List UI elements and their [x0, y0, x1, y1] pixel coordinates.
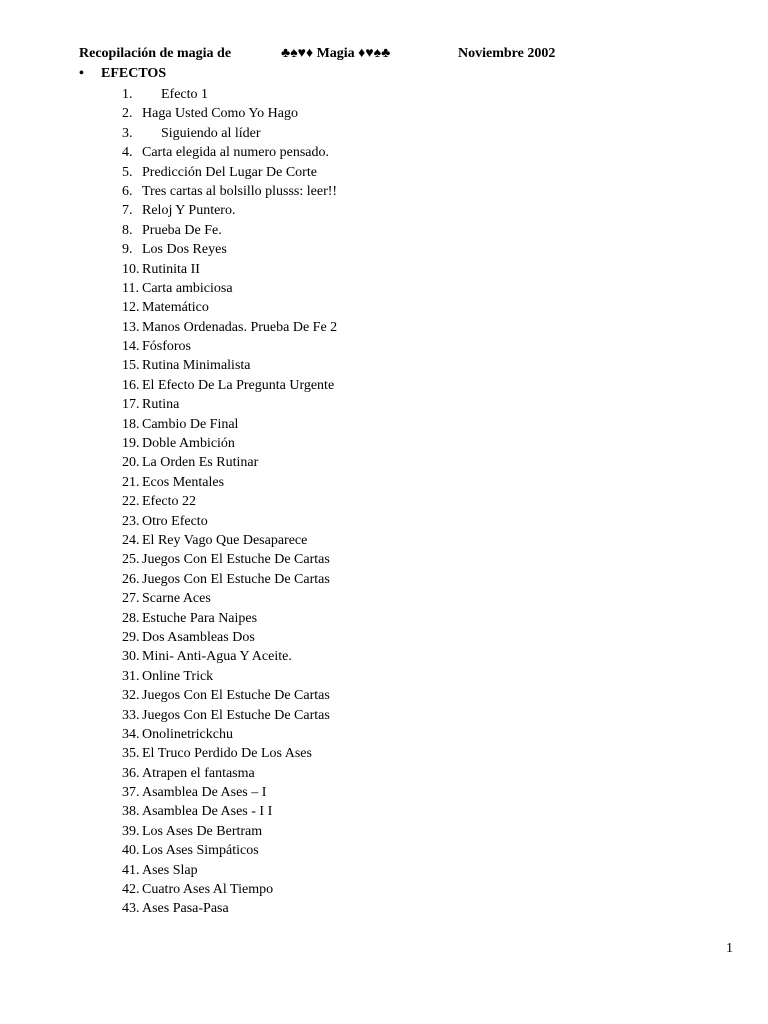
- list-item-text: Tres cartas al bolsillo plusss: leer!!: [142, 183, 338, 199]
- list-item-number: 43.: [122, 901, 140, 917]
- list-item-number: 19.: [122, 436, 140, 452]
- list-item-number: 2.: [122, 106, 133, 122]
- list-item-text: Juegos Con El Estuche De Cartas: [142, 688, 330, 704]
- list-item-text: La Orden Es Rutinar: [142, 455, 259, 471]
- list-item-number: 30.: [122, 649, 140, 665]
- list-item-number: 5.: [122, 164, 133, 180]
- list-item-text: Predicción Del Lugar De Corte: [142, 164, 317, 180]
- list-item-text: Rutina Minimalista: [142, 358, 251, 374]
- list-item-number: 32.: [122, 688, 140, 704]
- list-item-number: 4.: [122, 145, 133, 161]
- list-item-number: 21.: [122, 474, 140, 490]
- bullet-icon: •: [79, 66, 84, 81]
- section-title: EFECTOS: [101, 66, 167, 81]
- list-item-number: 33.: [122, 707, 140, 723]
- list-item-number: 35.: [122, 746, 140, 762]
- list-item-number: 22.: [122, 494, 140, 510]
- list-item-number: 8.: [122, 222, 133, 238]
- list-item-number: 36.: [122, 765, 140, 781]
- list-item-number: 14.: [122, 339, 140, 355]
- list-item-number: 20.: [122, 455, 140, 471]
- list-item-text: Atrapen el fantasma: [142, 765, 255, 781]
- list-item-number: 23.: [122, 513, 140, 529]
- list-item-text: Scarne Aces: [142, 591, 211, 607]
- list-item-text: Asamblea De Ases - I I: [142, 804, 273, 820]
- list-item-text: Los Ases Simpáticos: [142, 843, 259, 859]
- list-item-number: 25.: [122, 552, 140, 568]
- list-item-text: Rutina: [142, 397, 180, 413]
- list-item-number: 9.: [122, 242, 133, 258]
- list-item-number: 3.: [122, 125, 133, 141]
- section-heading: [79, 66, 166, 82]
- list-item-number: 10.: [122, 261, 140, 277]
- list-item-text: Otro Efecto: [142, 513, 208, 529]
- list-item-number: 11.: [122, 280, 139, 296]
- page-header: [0, 46, 768, 66]
- list-item-text: Juegos Con El Estuche De Cartas: [142, 571, 330, 587]
- list-item-number: 15.: [122, 358, 140, 374]
- list-item-number: 31.: [122, 668, 140, 684]
- list-item-text: Dos Asambleas Dos: [142, 629, 255, 645]
- list-item-number: 38.: [122, 804, 140, 820]
- list-item-number: 37.: [122, 785, 140, 801]
- list-item-text: Prueba De Fe.: [142, 222, 222, 238]
- list-item-text: Juegos Con El Estuche De Cartas: [142, 552, 330, 568]
- list-item-text: Rutinita II: [142, 261, 200, 277]
- header-collection-title: Recopilación de magia de: [79, 46, 232, 61]
- list-item-text: Ases Slap: [142, 862, 198, 878]
- list-item-text: Cambio De Final: [142, 416, 239, 432]
- list-item-number: 27.: [122, 591, 140, 607]
- list-item-number: 41.: [122, 862, 140, 878]
- list-item-number: 6.: [122, 183, 133, 199]
- list-item-number: 17.: [122, 397, 140, 413]
- list-item-number: 34.: [122, 726, 140, 742]
- list-item-number: 1.: [122, 87, 133, 102]
- list-item-text: El Rey Vago Que Desaparece: [142, 532, 308, 548]
- header-magic-title: ♣♠♥♦ Magia ♦♥♠♣: [281, 46, 391, 61]
- list-item-text: Efecto 1: [161, 87, 209, 102]
- page-number: 1: [726, 941, 733, 956]
- list-item-number: 18.: [122, 416, 140, 432]
- list-item-text: Manos Ordenadas. Prueba De Fe 2: [142, 319, 338, 335]
- list-item-text: Carta elegida al numero pensado.: [142, 145, 329, 161]
- list-item-text: El Efecto De La Pregunta Urgente: [142, 377, 335, 393]
- list-item-text: Siguiendo al líder: [161, 125, 261, 141]
- list-item-text: Cuatro Ases Al Tiempo: [142, 882, 274, 898]
- list-item-text: Asamblea De Ases – I: [142, 785, 267, 801]
- list-item-text: Online Trick: [142, 668, 214, 684]
- list-item-text: Efecto 22: [142, 494, 197, 510]
- list-item-number: 16.: [122, 377, 140, 393]
- list-item-text: Doble Ambición: [142, 436, 235, 452]
- header-date: Noviembre 2002: [458, 46, 556, 61]
- list-item-number: 7.: [122, 203, 133, 219]
- list-item-text: Fósforos: [142, 339, 192, 355]
- list-item-text: El Truco Perdido De Los Ases: [142, 746, 312, 762]
- list-item-text: Carta ambiciosa: [142, 280, 233, 296]
- list-item-text: Los Dos Reyes: [142, 242, 227, 258]
- list-item-number: 12.: [122, 300, 140, 316]
- list-item-text: Matemático: [142, 300, 209, 316]
- list-item-number: 26.: [122, 571, 140, 587]
- list-item-text: Ecos Mentales: [142, 474, 225, 490]
- list-item-text: Ases Pasa-Pasa: [142, 901, 229, 917]
- list-item-text: Onolinetrickchu: [142, 726, 233, 742]
- list-item-text: Juegos Con El Estuche De Cartas: [142, 707, 330, 723]
- list-item-text: Estuche Para Naipes: [142, 610, 258, 626]
- list-item-number: 13.: [122, 319, 140, 335]
- list-item-number: 42.: [122, 882, 140, 898]
- list-item-number: 40.: [122, 843, 140, 859]
- list-item-number: 39.: [122, 823, 140, 839]
- list-item-text: Haga Usted Como Yo Hago: [142, 106, 298, 122]
- list-item-number: 24.: [122, 532, 140, 548]
- list-item-text: Reloj Y Puntero.: [142, 203, 236, 219]
- list-item-number: 28.: [122, 610, 140, 626]
- list-item-text: Los Ases De Bertram: [142, 823, 263, 839]
- list-item-text: Mini- Anti-Agua Y Aceite.: [142, 649, 292, 665]
- list-item-number: 29.: [122, 629, 140, 645]
